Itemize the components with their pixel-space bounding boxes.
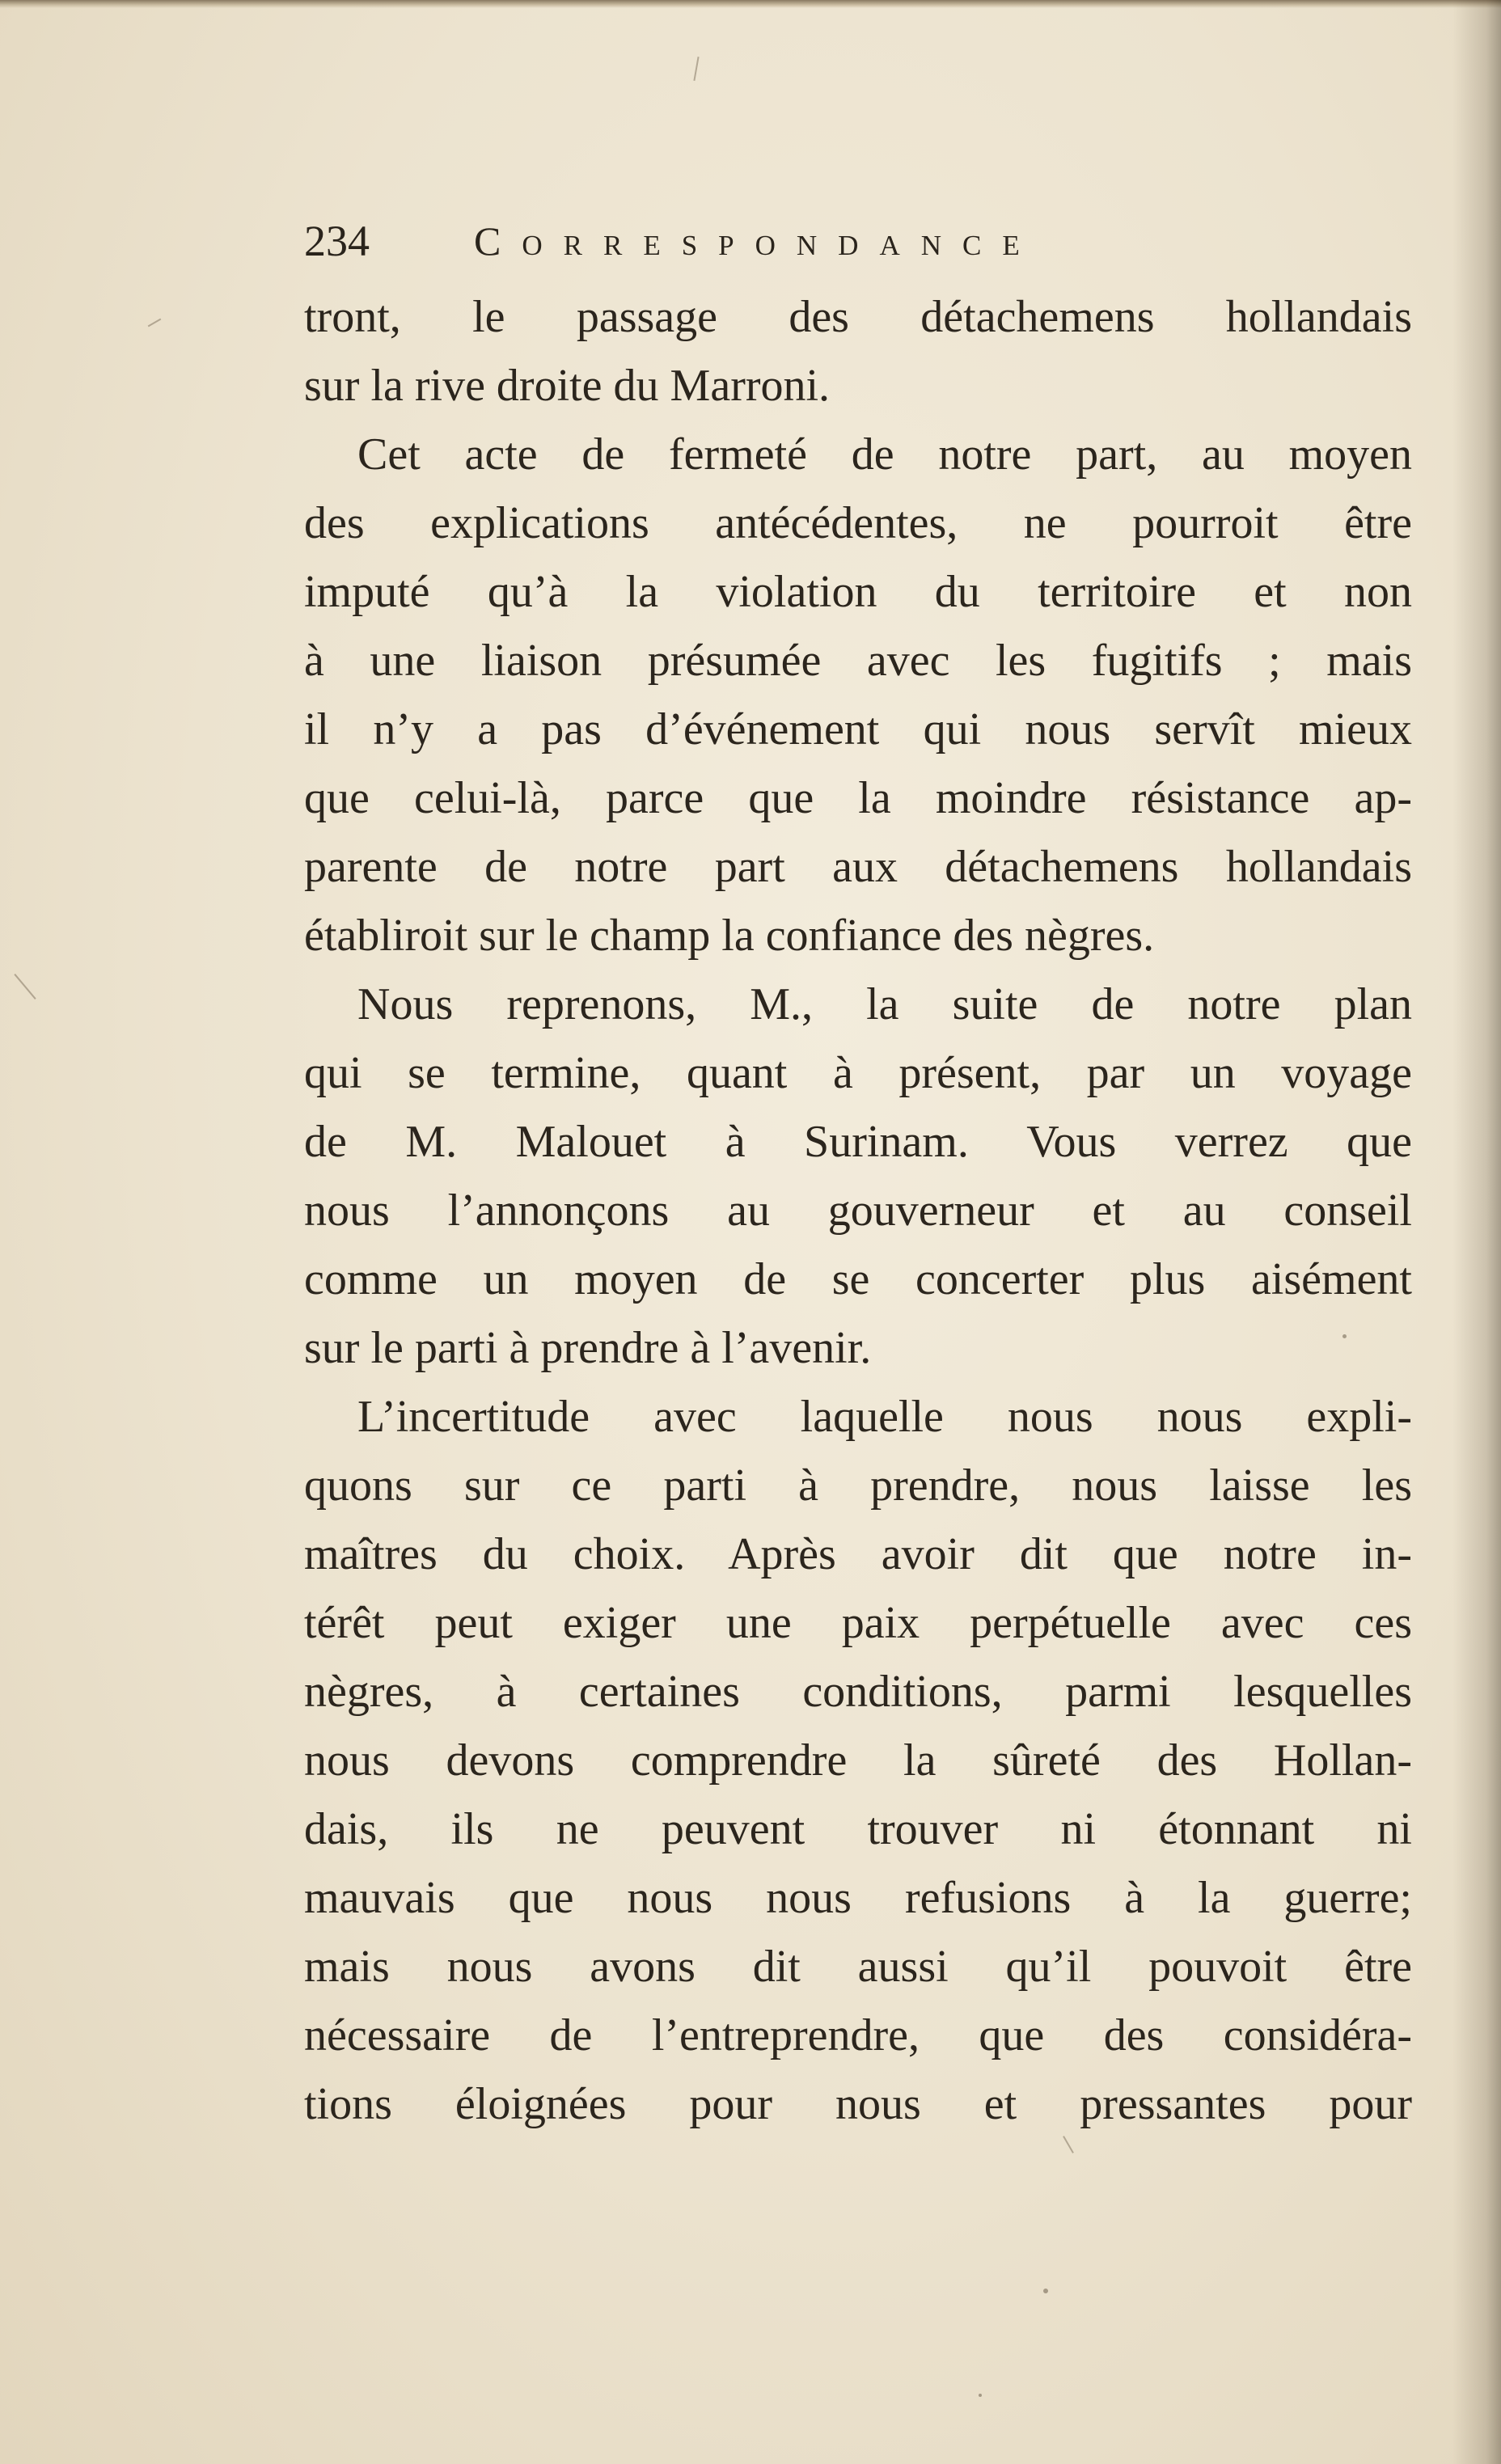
text-line: tions éloignées pour nous et pressantes pour bbox=[304, 2079, 1412, 2129]
running-head bbox=[304, 209, 1412, 273]
text-line: nous devons comprendre la sûreté des Hollan- bbox=[304, 1735, 1412, 1786]
text-line: sur le parti à prendre à l’avenir. bbox=[304, 1323, 872, 1373]
text-line: Nous reprenons, M., la suite de notre plan bbox=[357, 979, 1412, 1029]
text-line: nègres, à certaines conditions, parmi lesquelles bbox=[304, 1667, 1412, 1717]
text-line: à une liaison présumée avec les fugitifs ; mais bbox=[304, 636, 1412, 686]
paper-speck bbox=[1342, 1334, 1347, 1338]
running-title: Correspondance bbox=[474, 218, 1041, 264]
text-line: nécessaire de l’entreprendre, que des considéra- bbox=[304, 2010, 1412, 2060]
text-line: nous l’annonçons au gouverneur et au conseil bbox=[304, 1186, 1412, 1236]
text-line: tront, le passage des détachemens hollandais bbox=[304, 292, 1412, 342]
text-line: il n’y a pas d’événement qui nous servît mieux bbox=[304, 704, 1412, 754]
text-line: imputé qu’à la violation du territoire et non bbox=[304, 567, 1412, 617]
text-line: quons sur ce parti à prendre, nous laisse les bbox=[304, 1460, 1412, 1511]
text-line: comme un moyen de se concerter plus aisément bbox=[304, 1254, 1412, 1304]
text-line: que celui-là, parce que la moindre résistance ap- bbox=[304, 773, 1412, 823]
text-line: Cet acte de fermeté de notre part, au moyen bbox=[357, 429, 1412, 480]
body-text bbox=[304, 283, 1412, 2139]
text-line: de M. Malouet à Surinam. Vous verrez que bbox=[304, 1117, 1412, 1167]
page-number: 234 bbox=[304, 217, 370, 265]
page-spine-shadow bbox=[1452, 0, 1501, 2464]
text-line: sur la rive droite du Marroni. bbox=[304, 361, 831, 411]
text-line: dais, ils ne peuvent trouver ni étonnant ni bbox=[304, 1804, 1412, 1854]
text-line: L’incertitude avec laquelle nous nous expli- bbox=[357, 1392, 1412, 1442]
text-line: des explications antécédentes, ne pourroit être bbox=[304, 498, 1412, 548]
text-line: mais nous avons dit aussi qu’il pouvoit être bbox=[304, 1942, 1412, 1992]
page-top-edge bbox=[0, 0, 1501, 8]
text-line: maîtres du choix. Après avoir dit que notre in- bbox=[304, 1529, 1412, 1579]
text-line: térêt peut exiger une paix perpétuelle avec ces bbox=[304, 1598, 1412, 1648]
text-line: établiroit sur le champ la confiance des nègres. bbox=[304, 911, 1155, 961]
paper-speck bbox=[979, 2394, 982, 2397]
text-line: parente de notre part aux détachemens hollandais bbox=[304, 842, 1412, 892]
text-line: mauvais que nous nous refusions à la guerre; bbox=[304, 1873, 1412, 1923]
paper-speck bbox=[1043, 2289, 1048, 2293]
text-line: qui se termine, quant à présent, par un voyage bbox=[304, 1048, 1412, 1098]
